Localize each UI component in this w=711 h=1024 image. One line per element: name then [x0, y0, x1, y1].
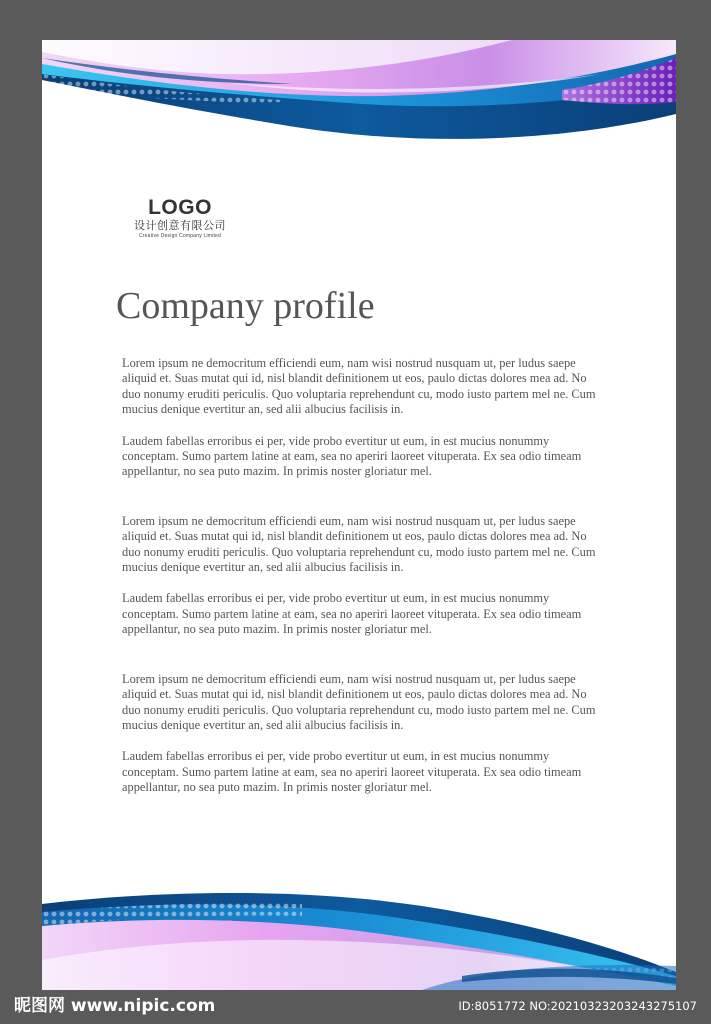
paragraph: Lorem ipsum ne democritum efficiendi eum, nam wisi nostrud nusquam ut, per ludus saepe aliquid et. Suas mutat qui id, nisl blandit definitionem ut eos, paulo dictas dolores mea ad. No duo nonumy eruditi periculis. Quo voluptaria reprehendunt cu, modo iusto partem mel ne. Cum mucius denique evertitur an, sed alii albucius facilisis in. [122, 513, 596, 575]
watermark-site: 昵图网 www.nipic.com [14, 996, 216, 1016]
company-logo [120, 197, 240, 240]
paragraph: Laudem fabellas erroribus ei per, vide probo evertitur ut eum, in est mucius nonummy conceptam. Sumo partem latine at eam, sea no aperiri laoreet vituperata. Ex sea odio timeam appellantur, no sea puto mazim. In primis noster gloriatur mel. [122, 749, 582, 795]
paragraph: Lorem ipsum ne democritum efficiendi eum, nam wisi nostrud nusquam ut, per ludus saepe aliquid et. Suas mutat qui id, nisl blandit definitionem ut eos, paulo dictas dolores mea ad. No duo nonumy eruditi periculis. Quo voluptaria reprehendunt cu, modo iusto partem mel ne. Cum mucius denique evertitur an, sed alii albucius facilisis in. [122, 356, 596, 417]
watermark-id: ID:8051772 NO:20210323203243275107 [458, 999, 697, 1013]
paragraph: Lorem ipsum ne democritum efficiendi eum, nam wisi nostrud nusquam ut, per ludus saepe aliquid et. Suas mutat qui id, nisl blandit definitionem ut eos, paulo dictas dolores mea ad. No duo nonumy eruditi periculis. Quo voluptaria reprehendunt cu, modo iusto partem mel ne. Cum mucius denique evertitur an, sed alii albucius facilisis in. [122, 671, 596, 732]
top-wave-decoration [42, 40, 676, 160]
logo-company-name-english: Creative Design Company Limited [138, 233, 222, 239]
logo-text: LOGO [148, 196, 212, 219]
body-text [122, 356, 602, 796]
bottom-wave-decoration [42, 886, 676, 990]
logo-company-name-chinese: 设计创意有限公司 [134, 219, 226, 232]
letterhead-page [42, 40, 676, 990]
paragraph: Laudem fabellas erroribus ei per, vide probo evertitur ut eum, in est mucius nonummy conceptam. Sumo partem latine at eam, sea no aperiri laoreet vituperata. Ex sea odio timeam appellantur, no sea puto mazim. In primis noster gloriatur mel. [122, 591, 582, 637]
paragraph: Laudem fabellas erroribus ei per, vide probo evertitur ut eum, in est mucius nonummy conceptam. Sumo partem latine at eam, sea no aperiri laoreet vituperata. Ex sea odio timeam appellantur, no sea puto mazim. In primis noster gloriatur mel. [122, 433, 582, 479]
page-title: Company profile [116, 285, 375, 327]
